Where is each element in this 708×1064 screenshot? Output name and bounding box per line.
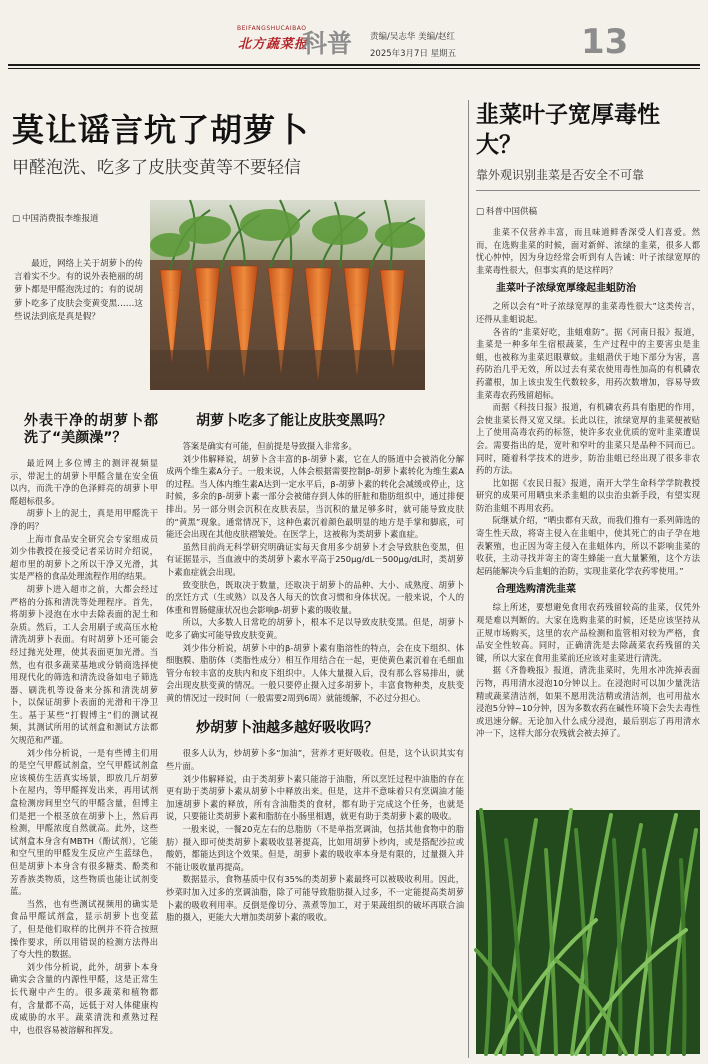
date-line: 2025年3月7日 星期五	[370, 49, 457, 59]
paragraph: 一般来说，一餐20克左右的总脂肪（不是单指烹调油，包括其他食物中的脂肪）摄入即可使类胡萝卜素吸收显著提高，比如用胡萝卜炒肉，或是搭配沙拉或酸奶，都能达到这个效果。但是，胡萝卜素的吸收率本身是有限的，过量摄入并不能让吸收量再提高。	[166, 824, 464, 872]
paragraph: 刘少伟分析说，一是有些博主们用的是空气甲醛试剂盒，空气甲醛试剂盒应该模仿生活真实场景，即放几斤胡萝卜在屋内，等甲醛挥发出来，再用试剂盒检测房间里空气的甲醛含量，但博主们是把一个根茎放在胡萝卜上，然后再检测，甲醛浓度自然就高。此外，这些试剂盒本身含有MBTH（酚试剂），它能和空气里的甲醛发生反应产生蓝绿色，但是胡萝卜本身含有很多糖类、酚类和芳香族类物质，这些物质也能让试剂变蓝。	[10, 747, 158, 897]
paragraph: 各省的“韭菜好吃，韭蛆难防”。据《河南日报》报道，韭菜是一种多年生宿根蔬菜，生产过程中的主要害虫是韭蛆，也被称为韭菜迟眼蕈蚊。韭蛆潜伏于地下部分为害，喜药防治几乎无效，所以过去有菜农使用毒性加高的有机磷农药灌根，加上该虫发生代数较多，用药次数增加，容易导致韭菜毒农药残留超标。	[476, 326, 700, 400]
article-lede: 最近，网络上关于胡萝卜的传言着实不少。有的说外表艳丽的胡萝卜都是甲醛泡洗过的；有的说胡萝卜吃多了皮肤会变黄变黑……这些说法到底是真是假？	[14, 259, 143, 322]
masthead-rule	[8, 64, 700, 66]
chives-photo	[476, 810, 700, 1054]
right-article-title: 韭菜叶子宽厚毒性大？	[476, 102, 660, 158]
paragraph: 之所以会有“叶子浓绿宽厚的韭菜毒性很大”这类传言，还得从韭蛆说起。	[476, 301, 700, 324]
article-subtitle: 甲醛泡洗、吃多了皮肤变黄等不要轻信	[12, 158, 301, 178]
left-column	[10, 413, 158, 1058]
right-column	[476, 226, 700, 739]
right-rule	[476, 190, 700, 191]
paragraph: 刘少伟分析说，此外，胡萝卜本身确实会含量的内源性甲醛，这是正常生长代谢中产生的。很多蔬菜和植物都有，含量都不高，远低于对人体健康构成威胁的水平。蔬菜清洗和煮熟过程中，也很容易被溶解和挥发。	[10, 961, 158, 1035]
section-heading: 韭菜叶子浓绿宽厚缘起韭蛆防治	[496, 283, 636, 295]
paragraph: 比如据《农民日报》报道，南开大学生命科学学院教授研究的成果可用晒虫来杀韭蛆的以虫治虫新手段，有望实现防治韭蛆不再用农药。	[476, 477, 700, 513]
section-heading: 炒胡萝卜油越多越好吸收吗？	[196, 720, 378, 737]
paragraph: 刘少伟分析说，胡萝卜中的β-胡萝卜素有脂溶性的特点，会在皮下组织、体细胞膜、脂肪体（类脂性成分）相互作用结合在一起，更使黄色素沉着在毛细血管分布较丰富的皮肤内和皮下组织中。人体大量摄入后，没有那么容易排出，就会出现皮肤变黄的情况。一般只要停止摄入过多胡萝卜，丰富食物种类，皮肤变黄的情况过一段时间（一般需要2周到6周）就能缓解，不必过分担心。	[166, 642, 464, 703]
article-title: 莫让谣言坑了胡萝卜	[12, 111, 310, 149]
paragraph: 刘少伟解释说，胡萝卜含丰富的β-胡萝卜素，它在人的肠道中会被消化分解成两个维生素A分子。一般来说，人体会根据需要控制β-胡萝卜素转化为维生素A的过程。当人体内维生素A达到一定水平后，β-胡萝卜素的转化会减缓或停止，这时候，多余的β-胡萝卜素一部分会被储存到人体的肝脏和脂肪组织中，通过排便排出。另一部分则会沉积在皮肤表层，当沉积的量足够多时，就可能导致皮肤的“黄黑”现象。通常情况下，这种色素沉着颜色最明显的地方是手掌和脚底，可能还会出现在其他皮肤褶皱处。在医学上，这被称为类胡萝卜素血症。	[166, 453, 464, 540]
paragraph: 刘少伟解释说，由于类胡萝卜素只能溶于油脂，所以烹饪过程中油脂的存在更有助于类胡萝卜素从胡萝卜中释放出来。但是，这并不意味着只有烹调油才能加速胡萝卜素的释放，所有含油脂类的食材，都有助于完成这个任务，也就是说，只要能让类胡萝卜素和脂肪在小肠里相遇，就更有助于类胡萝卜素的吸收。	[166, 773, 464, 822]
paragraph: 胡萝卜进入超市之前，大都会经过严格的分拣和清洗等处理程序。首先，将胡萝卜浸泡在水中去除表面的泥土和杂质。然后，工人会用刷子或高压水枪清洗胡萝卜表面。有时胡萝卜还可能会经过抛光处理，使其表面更加光滑。当然，也有很多蔬菜基地或分销商选择使用现代化的筛选和清洗设备如电子筛选器、刷洗机等设备来分拣和清洗胡萝卜，以保证胡萝卜表面的光滑和干净卫生。基于某些“打假博主”们的测试视频，其测试所用的试剂盒和测试方法都欠规范和严谨。	[10, 583, 158, 746]
paragraph: 胡萝卜上的泥土，真是用甲醛洗干净的吗？	[10, 508, 158, 531]
paragraph: 答案是确实有可能，但前提是导致摄入非常多。	[182, 441, 357, 451]
paragraph: 很多人认为，炒胡萝卜多“加油”，营养才更好吸收。但是，这个认识其实有些片面。	[166, 748, 464, 772]
paragraph: 致变肤色，既取决于数量，还取决于胡萝卜的品种、大小、成熟度、胡萝卜的烹饪方式（生或熟）以及各人每天的饮食习惯和身体状况。一般来说，个人的体重和胃肠健康状况也会影响β-胡萝卜素的吸收量。	[166, 579, 464, 615]
column-divider	[468, 100, 469, 1058]
section-name: 科普	[302, 29, 353, 58]
paragraph: 所以，大多数人日常吃的胡萝卜，根本不足以导致皮肤变黑。但是，胡萝卜吃多了确实可能导致皮肤变黄。	[166, 617, 464, 640]
section-heading: 胡萝卜吃多了能让皮肤变黑吗？	[196, 413, 392, 429]
section-heading: 合理选购清洗韭菜	[496, 584, 576, 596]
editor-line: 责编/吴志华 美编/赵红	[370, 32, 455, 42]
paragraph: 虽然目前尚无科学研究明确证实每天食用多少胡萝卜才会导致肤色变黑，但有证据显示，当血液中的类胡萝卜素水平高于250μg/dL－500μg/dL时，类胡萝卜素血症就会出现。	[166, 541, 464, 577]
page-number: 13	[581, 22, 629, 62]
carrots-photo	[150, 200, 425, 390]
paragraph: 据《齐鲁晚报》报道，清洗韭菜时，先用水冲洗掉表面污物，再用清水浸泡10分钟以上。在浸泡时可以加少量洗洁精或蔬菜清洁剂，如果不愿用洗洁精或清洁剂，也可用盐水浸泡5分钟~10分钟，因为多数农药在碱性环境下会失去毒性或迅速分解。无论加入什么成分浸泡，最后别忘了再用清水冲一下，这样大部分农残就会被去掉了。	[476, 665, 700, 739]
section-heading: 外表干净的胡萝卜都洗了“美颜澡”？	[24, 413, 158, 446]
masthead	[0, 0, 708, 96]
chives-illustration	[476, 810, 700, 1054]
paragraph: 数据显示，食物基质中仅有35%的类胡萝卜素最终可以被吸收利用。因此，炒菜时加入过多的烹调油脂，除了可能导致脂肪摄入过多，不一定能提高类胡萝卜素的吸收利用率。反倒是像切分、蒸煮等加工，对于果蔬组织的破坏再联合油脂的摄入，更能大大增加类胡萝卜素的吸收。	[166, 874, 464, 923]
paragraph: 韭菜不仅营养丰富，而且味道鲜香深受人们喜爱。然而，在选购韭菜的时候，面对新鲜、浓绿的韭菜，很多人都忧心忡忡，因为身边经常会听到有人告诫：叶子浓绿宽厚的韭菜毒性很大，但事实真的是这样吗？	[476, 227, 700, 275]
paper-name: 北方蔬菜报	[238, 37, 309, 52]
paper-pinyin: BEIFANGSHUCAIBAO	[237, 25, 307, 32]
paragraph: 上海市食品安全研究会专家组成员刘少伟教授在接受记者采访时介绍说，超市里的胡萝卜之所以干净又光滑，其实是严格的食品处理流程作用的结果。	[10, 533, 158, 582]
article-byline: □ 中国消费报李维报道	[12, 212, 99, 224]
paragraph: 而据《科技日报》报道，有机磷农药具有脂肥的作用，会使韭菜长得又宽又绿。长此以往，浓绿宽厚的韭菜便被贴上了使用高毒农药的标签，使许多农业优质的宽叶韭菜遭误会。需要指出的是，宽叶和窄叶的韭菜只是品种不同而已。同时，随着科学技术的进步，防治韭蛆已经出现了很多非农药的方法。	[476, 402, 700, 476]
paragraph: 阮继斌介绍，“晒虫都有天敌，而我们推有一系列筛选的寄生性天敌，将寄主侵入在韭蛆中，使其死亡的由子孕在地表繁殖，也正因为寄主侵入在韭蛆体内，所以不影响韭菜的收获，主动寻找并寄主的寄生蜂能一直大量繁殖，这个方法起码能解决今后韭蛆的治防，实现韭菜化学农药零使用。”	[476, 515, 700, 576]
right-article-byline: □ 科普中国供稿	[476, 205, 537, 217]
right-article-subtitle: 靠外观识别韭菜是否安全不可靠	[476, 168, 645, 182]
masthead-rule-thin	[8, 68, 700, 69]
carrots-illustration	[150, 200, 425, 390]
lede-box	[14, 258, 150, 324]
middle-column	[166, 413, 464, 1058]
paragraph: 最近网上多位博主的测评视频显示，带泥土的胡萝卜甲醛含量在安全值以内，而洗干净的色泽鲜亮的胡萝卜甲醛超标很多。	[10, 458, 158, 506]
paragraph: 当然，也有些测试视频用的确实是食品甲醛试剂盒，显示胡萝卜也变蓝了，但是他们取样的比例并不符合按照操作要求，所以用错误的检测方法得出了夸大性的数据。	[10, 898, 158, 960]
paragraph: 综上所述，要想避免食用农药残留较高的韭菜，仅凭外观是难以判断的。大家在选购韭菜的时候，还是应该坚持从正规市场购买，这里的农产品检测和监管相对较为严格，食品安全性较高。同时，正确清洗是去除蔬菜农药残留的关键，所以大家在食用韭菜前还应该对韭菜进行清洗。	[476, 602, 700, 663]
